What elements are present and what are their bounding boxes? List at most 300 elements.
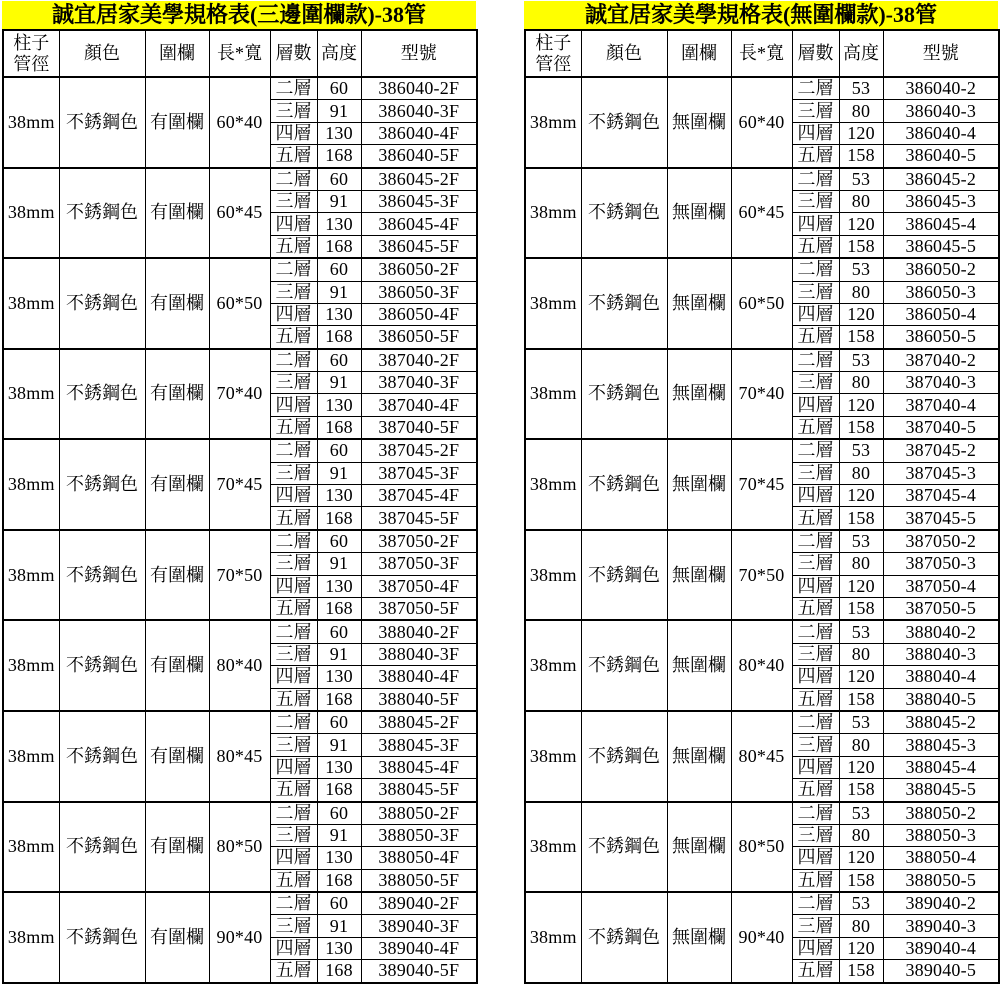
color-cell: 不銹鋼色 xyxy=(581,77,667,168)
height-cell: 120 xyxy=(839,122,883,144)
height-cell: 158 xyxy=(839,688,883,711)
diameter-cell: 38mm xyxy=(3,349,59,440)
height-cell: 120 xyxy=(839,213,883,235)
size-cell: 90*40 xyxy=(209,892,270,983)
height-cell: 53 xyxy=(839,802,883,825)
layers-cell: 四層 xyxy=(792,485,839,507)
height-cell: 168 xyxy=(317,507,361,530)
color-cell: 不銹鋼色 xyxy=(581,530,667,621)
layers-cell: 五層 xyxy=(270,235,317,258)
height-cell: 91 xyxy=(317,734,361,756)
size-cell: 60*40 xyxy=(731,77,792,168)
height-cell: 130 xyxy=(317,122,361,144)
height-cell: 60 xyxy=(317,258,361,281)
size-cell: 80*45 xyxy=(209,711,270,802)
height-cell: 60 xyxy=(317,711,361,734)
model-cell: 387045-5F xyxy=(361,507,477,530)
spec-grid xyxy=(2,29,478,984)
layers-cell: 四層 xyxy=(270,575,317,597)
diameter-cell: 38mm xyxy=(525,77,581,168)
model-cell: 388050-5 xyxy=(883,869,999,892)
spec-row xyxy=(525,892,999,915)
height-cell: 91 xyxy=(317,553,361,575)
height-cell: 168 xyxy=(317,597,361,620)
fence-cell: 無圍欄 xyxy=(667,620,731,711)
spec-row xyxy=(3,168,477,191)
layers-cell: 三層 xyxy=(792,100,839,122)
diameter-cell: 38mm xyxy=(525,439,581,530)
model-cell: 388050-5F xyxy=(361,869,477,892)
model-cell: 388040-5 xyxy=(883,688,999,711)
size-cell: 60*50 xyxy=(731,258,792,349)
color-cell: 不銹鋼色 xyxy=(59,77,145,168)
height-cell: 53 xyxy=(839,258,883,281)
layers-cell: 五層 xyxy=(270,416,317,439)
height-cell: 91 xyxy=(317,462,361,484)
column-header-color: 顏色 xyxy=(581,30,667,77)
fence-cell: 有圍欄 xyxy=(145,711,209,802)
model-cell: 387040-5 xyxy=(883,416,999,439)
layers-cell: 五層 xyxy=(792,688,839,711)
height-cell: 80 xyxy=(839,281,883,303)
color-cell: 不銹鋼色 xyxy=(581,258,667,349)
spec-row xyxy=(525,439,999,462)
layers-cell: 四層 xyxy=(792,847,839,869)
layers-cell: 三層 xyxy=(270,643,317,665)
layers-cell: 五層 xyxy=(792,145,839,168)
model-cell: 386040-4F xyxy=(361,122,477,144)
height-cell: 158 xyxy=(839,416,883,439)
height-cell: 120 xyxy=(839,666,883,688)
size-cell: 80*45 xyxy=(731,711,792,802)
model-cell: 389040-5F xyxy=(361,960,477,983)
height-cell: 120 xyxy=(839,394,883,416)
color-cell: 不銹鋼色 xyxy=(581,802,667,893)
model-cell: 388050-3F xyxy=(361,824,477,846)
size-cell: 70*45 xyxy=(209,439,270,530)
height-cell: 120 xyxy=(839,485,883,507)
height-cell: 168 xyxy=(317,416,361,439)
model-cell: 388050-4F xyxy=(361,847,477,869)
layers-cell: 三層 xyxy=(792,372,839,394)
model-cell: 386045-3F xyxy=(361,190,477,212)
model-cell: 386040-4 xyxy=(883,122,999,144)
model-cell: 388045-4 xyxy=(883,756,999,778)
layers-cell: 五層 xyxy=(270,326,317,349)
layers-cell: 四層 xyxy=(792,937,839,959)
layers-cell: 二層 xyxy=(792,168,839,191)
height-cell: 60 xyxy=(317,349,361,372)
spec-row xyxy=(525,711,999,734)
fence-cell: 有圍欄 xyxy=(145,258,209,349)
height-cell: 80 xyxy=(839,100,883,122)
color-cell: 不銹鋼色 xyxy=(581,620,667,711)
height-cell: 168 xyxy=(317,869,361,892)
fence-cell: 無圍欄 xyxy=(667,439,731,530)
height-cell: 80 xyxy=(839,190,883,212)
height-cell: 158 xyxy=(839,869,883,892)
layers-cell: 四層 xyxy=(270,847,317,869)
size-cell: 80*40 xyxy=(731,620,792,711)
layers-cell: 二層 xyxy=(270,620,317,643)
diameter-cell: 38mm xyxy=(525,258,581,349)
height-cell: 158 xyxy=(839,960,883,983)
model-cell: 386045-2 xyxy=(883,168,999,191)
layers-cell: 二層 xyxy=(270,77,317,100)
diameter-cell: 38mm xyxy=(3,439,59,530)
model-cell: 387045-5 xyxy=(883,507,999,530)
model-cell: 388045-3F xyxy=(361,734,477,756)
layers-cell: 二層 xyxy=(792,802,839,825)
fence-cell: 有圍欄 xyxy=(145,530,209,621)
model-cell: 389040-5 xyxy=(883,960,999,983)
height-cell: 60 xyxy=(317,530,361,553)
spec-row xyxy=(3,711,477,734)
layers-cell: 二層 xyxy=(270,258,317,281)
column-header-fence: 圍欄 xyxy=(145,30,209,77)
size-cell: 60*40 xyxy=(209,77,270,168)
layers-cell: 二層 xyxy=(270,892,317,915)
spec-row xyxy=(525,168,999,191)
column-header-diameter-line2: 管徑 xyxy=(13,53,50,74)
height-cell: 130 xyxy=(317,666,361,688)
diameter-cell: 38mm xyxy=(3,711,59,802)
layers-cell: 四層 xyxy=(792,213,839,235)
size-cell: 80*50 xyxy=(209,802,270,893)
fence-cell: 無圍欄 xyxy=(667,530,731,621)
height-cell: 158 xyxy=(839,507,883,530)
layers-cell: 四層 xyxy=(270,394,317,416)
spec-row xyxy=(525,349,999,372)
model-cell: 388045-5 xyxy=(883,779,999,802)
height-cell: 60 xyxy=(317,439,361,462)
height-cell: 120 xyxy=(839,937,883,959)
spec-row xyxy=(3,349,477,372)
height-cell: 80 xyxy=(839,643,883,665)
layers-cell: 四層 xyxy=(792,122,839,144)
diameter-cell: 38mm xyxy=(3,258,59,349)
height-cell: 158 xyxy=(839,326,883,349)
diameter-cell: 38mm xyxy=(3,168,59,259)
height-cell: 130 xyxy=(317,394,361,416)
size-cell: 60*45 xyxy=(731,168,792,259)
spec-row xyxy=(3,620,477,643)
column-header-diameter xyxy=(525,30,581,77)
height-cell: 80 xyxy=(839,915,883,937)
layers-cell: 三層 xyxy=(792,190,839,212)
diameter-cell: 38mm xyxy=(3,892,59,983)
height-cell: 53 xyxy=(839,620,883,643)
color-cell: 不銹鋼色 xyxy=(59,530,145,621)
fence-cell: 有圍欄 xyxy=(145,620,209,711)
height-cell: 120 xyxy=(839,303,883,325)
height-cell: 60 xyxy=(317,802,361,825)
model-cell: 386050-4F xyxy=(361,303,477,325)
spec-row xyxy=(525,802,999,825)
model-cell: 387050-3 xyxy=(883,553,999,575)
height-cell: 168 xyxy=(317,779,361,802)
model-cell: 389040-2 xyxy=(883,892,999,915)
column-header-size: 長*寬 xyxy=(731,30,792,77)
fence-cell: 有圍欄 xyxy=(145,892,209,983)
color-cell: 不銹鋼色 xyxy=(581,711,667,802)
fence-cell: 有圍欄 xyxy=(145,439,209,530)
diameter-cell: 38mm xyxy=(525,711,581,802)
model-cell: 386050-4 xyxy=(883,303,999,325)
layers-cell: 四層 xyxy=(270,303,317,325)
layers-cell: 三層 xyxy=(270,372,317,394)
model-cell: 387045-3 xyxy=(883,462,999,484)
model-cell: 387040-3F xyxy=(361,372,477,394)
layers-cell: 三層 xyxy=(270,462,317,484)
color-cell: 不銹鋼色 xyxy=(59,711,145,802)
layers-cell: 二層 xyxy=(270,439,317,462)
layers-cell: 二層 xyxy=(792,439,839,462)
size-cell: 60*50 xyxy=(209,258,270,349)
column-header-height: 高度 xyxy=(317,30,361,77)
spec-row xyxy=(525,620,999,643)
column-header-layers: 層數 xyxy=(792,30,839,77)
model-cell: 389040-4F xyxy=(361,937,477,959)
layers-cell: 二層 xyxy=(792,711,839,734)
layers-cell: 三層 xyxy=(792,915,839,937)
column-header-fence: 圍欄 xyxy=(667,30,731,77)
model-cell: 388045-2 xyxy=(883,711,999,734)
column-header-color: 顏色 xyxy=(59,30,145,77)
model-cell: 386050-2 xyxy=(883,258,999,281)
diameter-cell: 38mm xyxy=(3,802,59,893)
column-header-diameter-line2: 管徑 xyxy=(535,53,572,74)
layers-cell: 四層 xyxy=(792,575,839,597)
height-cell: 130 xyxy=(317,485,361,507)
layers-cell: 五層 xyxy=(792,960,839,983)
model-cell: 388040-2F xyxy=(361,620,477,643)
layers-cell: 四層 xyxy=(270,485,317,507)
model-cell: 387050-5 xyxy=(883,597,999,620)
model-cell: 387050-2 xyxy=(883,530,999,553)
layers-cell: 四層 xyxy=(792,756,839,778)
model-cell: 387050-3F xyxy=(361,553,477,575)
model-cell: 389040-4 xyxy=(883,937,999,959)
size-cell: 90*40 xyxy=(731,892,792,983)
layers-cell: 二層 xyxy=(270,802,317,825)
spec-table-unfenced xyxy=(524,1,998,984)
spec-row xyxy=(525,530,999,553)
color-cell: 不銹鋼色 xyxy=(581,439,667,530)
fence-cell: 無圍欄 xyxy=(667,258,731,349)
column-header-layers: 層數 xyxy=(270,30,317,77)
layers-cell: 三層 xyxy=(792,462,839,484)
layers-cell: 五層 xyxy=(792,597,839,620)
column-header-diameter-line1: 柱子 xyxy=(535,32,572,53)
diameter-cell: 38mm xyxy=(525,168,581,259)
layers-cell: 五層 xyxy=(792,779,839,802)
height-cell: 130 xyxy=(317,847,361,869)
model-cell: 386045-3 xyxy=(883,190,999,212)
height-cell: 158 xyxy=(839,779,883,802)
color-cell: 不銹鋼色 xyxy=(59,802,145,893)
layers-cell: 二層 xyxy=(270,168,317,191)
table-title: 誠宜居家美學規格表(無圍欄款)-38管 xyxy=(524,1,998,29)
size-cell: 70*40 xyxy=(209,349,270,440)
model-cell: 386040-2F xyxy=(361,77,477,100)
height-cell: 91 xyxy=(317,372,361,394)
model-cell: 387050-5F xyxy=(361,597,477,620)
model-cell: 386045-5F xyxy=(361,235,477,258)
model-cell: 388045-5F xyxy=(361,779,477,802)
height-cell: 168 xyxy=(317,326,361,349)
height-cell: 130 xyxy=(317,575,361,597)
height-cell: 91 xyxy=(317,190,361,212)
model-cell: 387045-4 xyxy=(883,485,999,507)
header-row xyxy=(525,30,999,77)
layers-cell: 三層 xyxy=(270,915,317,937)
fence-cell: 有圍欄 xyxy=(145,168,209,259)
color-cell: 不銹鋼色 xyxy=(59,620,145,711)
layers-cell: 二層 xyxy=(270,530,317,553)
height-cell: 53 xyxy=(839,77,883,100)
layers-cell: 四層 xyxy=(792,303,839,325)
color-cell: 不銹鋼色 xyxy=(59,168,145,259)
height-cell: 53 xyxy=(839,168,883,191)
layers-cell: 二層 xyxy=(792,530,839,553)
layers-cell: 五層 xyxy=(270,597,317,620)
height-cell: 120 xyxy=(839,847,883,869)
layers-cell: 三層 xyxy=(270,734,317,756)
column-header-model: 型號 xyxy=(883,30,999,77)
model-cell: 386050-2F xyxy=(361,258,477,281)
height-cell: 53 xyxy=(839,711,883,734)
model-cell: 386050-5 xyxy=(883,326,999,349)
layers-cell: 五層 xyxy=(270,869,317,892)
height-cell: 158 xyxy=(839,597,883,620)
height-cell: 60 xyxy=(317,77,361,100)
model-cell: 386050-5F xyxy=(361,326,477,349)
layers-cell: 二層 xyxy=(792,620,839,643)
model-cell: 386040-2 xyxy=(883,77,999,100)
spec-row xyxy=(3,802,477,825)
column-header-model: 型號 xyxy=(361,30,477,77)
height-cell: 53 xyxy=(839,349,883,372)
model-cell: 388045-3 xyxy=(883,734,999,756)
model-cell: 388040-5F xyxy=(361,688,477,711)
color-cell: 不銹鋼色 xyxy=(59,439,145,530)
model-cell: 386045-5 xyxy=(883,235,999,258)
size-cell: 70*50 xyxy=(209,530,270,621)
spec-row xyxy=(525,258,999,281)
model-cell: 387045-3F xyxy=(361,462,477,484)
spec-grid xyxy=(524,29,1000,984)
model-cell: 386040-3 xyxy=(883,100,999,122)
spec-row xyxy=(3,439,477,462)
height-cell: 60 xyxy=(317,892,361,915)
model-cell: 387050-4 xyxy=(883,575,999,597)
model-cell: 386045-2F xyxy=(361,168,477,191)
color-cell: 不銹鋼色 xyxy=(581,892,667,983)
layers-cell: 四層 xyxy=(270,213,317,235)
layers-cell: 五層 xyxy=(792,416,839,439)
layers-cell: 五層 xyxy=(792,235,839,258)
model-cell: 386040-3F xyxy=(361,100,477,122)
layers-cell: 三層 xyxy=(270,281,317,303)
fence-cell: 無圍欄 xyxy=(667,802,731,893)
layers-cell: 五層 xyxy=(270,688,317,711)
diameter-cell: 38mm xyxy=(525,802,581,893)
layers-cell: 五層 xyxy=(792,869,839,892)
spec-table-fenced xyxy=(2,1,476,984)
model-cell: 388040-3F xyxy=(361,643,477,665)
fence-cell: 無圍欄 xyxy=(667,168,731,259)
model-cell: 389040-2F xyxy=(361,892,477,915)
layers-cell: 三層 xyxy=(792,281,839,303)
layers-cell: 三層 xyxy=(270,100,317,122)
diameter-cell: 38mm xyxy=(3,530,59,621)
height-cell: 80 xyxy=(839,824,883,846)
fence-cell: 有圍欄 xyxy=(145,802,209,893)
model-cell: 388050-2F xyxy=(361,802,477,825)
height-cell: 91 xyxy=(317,643,361,665)
column-header-diameter-line1: 柱子 xyxy=(13,32,50,53)
height-cell: 158 xyxy=(839,145,883,168)
model-cell: 388040-2 xyxy=(883,620,999,643)
column-header-diameter xyxy=(3,30,59,77)
header-row xyxy=(3,30,477,77)
column-header-height: 高度 xyxy=(839,30,883,77)
model-cell: 386040-5 xyxy=(883,145,999,168)
spec-row xyxy=(3,77,477,100)
model-cell: 386045-4 xyxy=(883,213,999,235)
model-cell: 389040-3F xyxy=(361,915,477,937)
height-cell: 80 xyxy=(839,734,883,756)
model-cell: 387040-3 xyxy=(883,372,999,394)
diameter-cell: 38mm xyxy=(3,620,59,711)
diameter-cell: 38mm xyxy=(525,530,581,621)
spec-row xyxy=(3,530,477,553)
layers-cell: 五層 xyxy=(792,507,839,530)
model-cell: 388040-4F xyxy=(361,666,477,688)
model-cell: 388050-3 xyxy=(883,824,999,846)
height-cell: 80 xyxy=(839,553,883,575)
height-cell: 60 xyxy=(317,168,361,191)
height-cell: 130 xyxy=(317,303,361,325)
size-cell: 70*50 xyxy=(731,530,792,621)
size-cell: 60*45 xyxy=(209,168,270,259)
layers-cell: 三層 xyxy=(792,553,839,575)
color-cell: 不銹鋼色 xyxy=(581,349,667,440)
table-title: 誠宜居家美學規格表(三邊圍欄款)-38管 xyxy=(2,1,476,29)
diameter-cell: 38mm xyxy=(525,349,581,440)
fence-cell: 無圍欄 xyxy=(667,711,731,802)
model-cell: 387040-4F xyxy=(361,394,477,416)
fence-cell: 無圍欄 xyxy=(667,349,731,440)
height-cell: 158 xyxy=(839,235,883,258)
layers-cell: 三層 xyxy=(792,643,839,665)
height-cell: 168 xyxy=(317,960,361,983)
layers-cell: 三層 xyxy=(270,190,317,212)
size-cell: 70*40 xyxy=(731,349,792,440)
layers-cell: 四層 xyxy=(792,394,839,416)
model-cell: 388050-2 xyxy=(883,802,999,825)
layers-cell: 二層 xyxy=(270,349,317,372)
height-cell: 120 xyxy=(839,575,883,597)
model-cell: 386045-4F xyxy=(361,213,477,235)
model-cell: 388040-3 xyxy=(883,643,999,665)
layers-cell: 四層 xyxy=(270,937,317,959)
fence-cell: 有圍欄 xyxy=(145,349,209,440)
layers-cell: 三層 xyxy=(270,553,317,575)
model-cell: 387040-4 xyxy=(883,394,999,416)
fence-cell: 有圍欄 xyxy=(145,77,209,168)
